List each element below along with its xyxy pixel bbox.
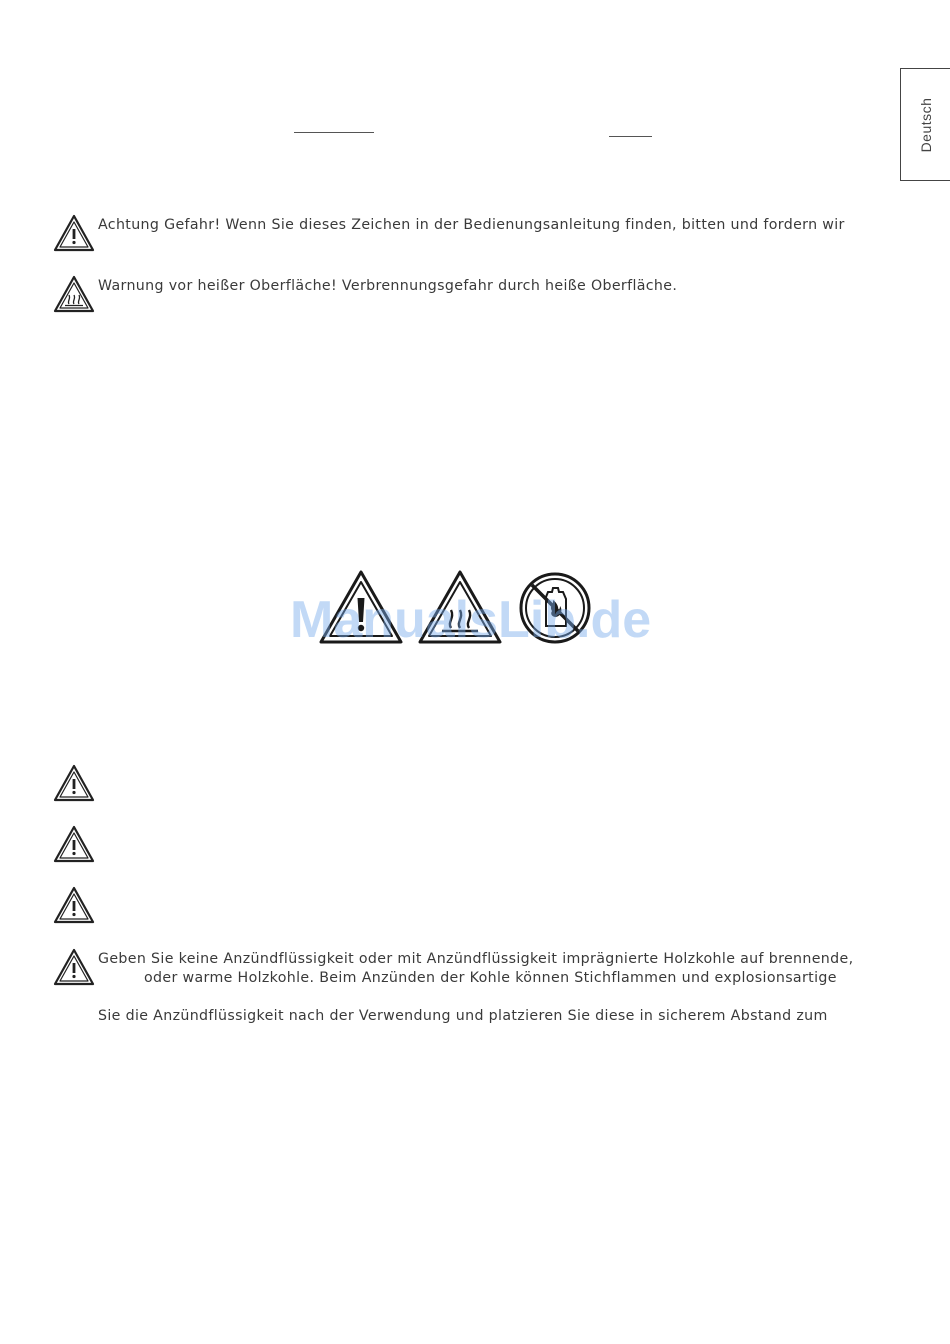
hot-surface-triangle-icon	[53, 275, 95, 313]
heading-underline-right	[609, 136, 652, 137]
lighter-fluid-warning-line-2: oder warme Holzkohle. Beim Anzünden der Kohle können Stichflammen und explosionsartige	[144, 970, 837, 986]
warning-triangle-icon	[53, 825, 95, 863]
hot-surface-notice-text: Warnung vor heißer Oberfläche! Verbrennungsgefahr durch heiße Oberfläche.	[98, 278, 678, 294]
danger-notice-text: Achtung Gefahr! Wenn Sie dieses Zeichen in der Bedienungsanleitung finden, bitten und fordern wir	[98, 217, 845, 233]
language-tab-label: Deutsch	[917, 97, 934, 152]
warning-triangle-icon	[53, 948, 95, 986]
watermark: ManualsLib.de	[290, 591, 652, 649]
language-tab	[900, 68, 950, 181]
warning-triangle-icon	[53, 886, 95, 924]
heading-underline-left	[294, 132, 374, 133]
warning-triangle-icon	[53, 764, 95, 802]
lighter-fluid-warning-line-1: Geben Sie keine Anzündflüssigkeit oder mit Anzündflüssigkeit imprägnierte Holzkohle auf brennende,	[98, 951, 854, 967]
warning-triangle-icon	[53, 214, 95, 252]
lighter-fluid-warning-line-3: Sie die Anzündflüssigkeit nach der Verwendung und platzieren Sie diese in sicherem Abstand zum	[98, 1008, 828, 1024]
